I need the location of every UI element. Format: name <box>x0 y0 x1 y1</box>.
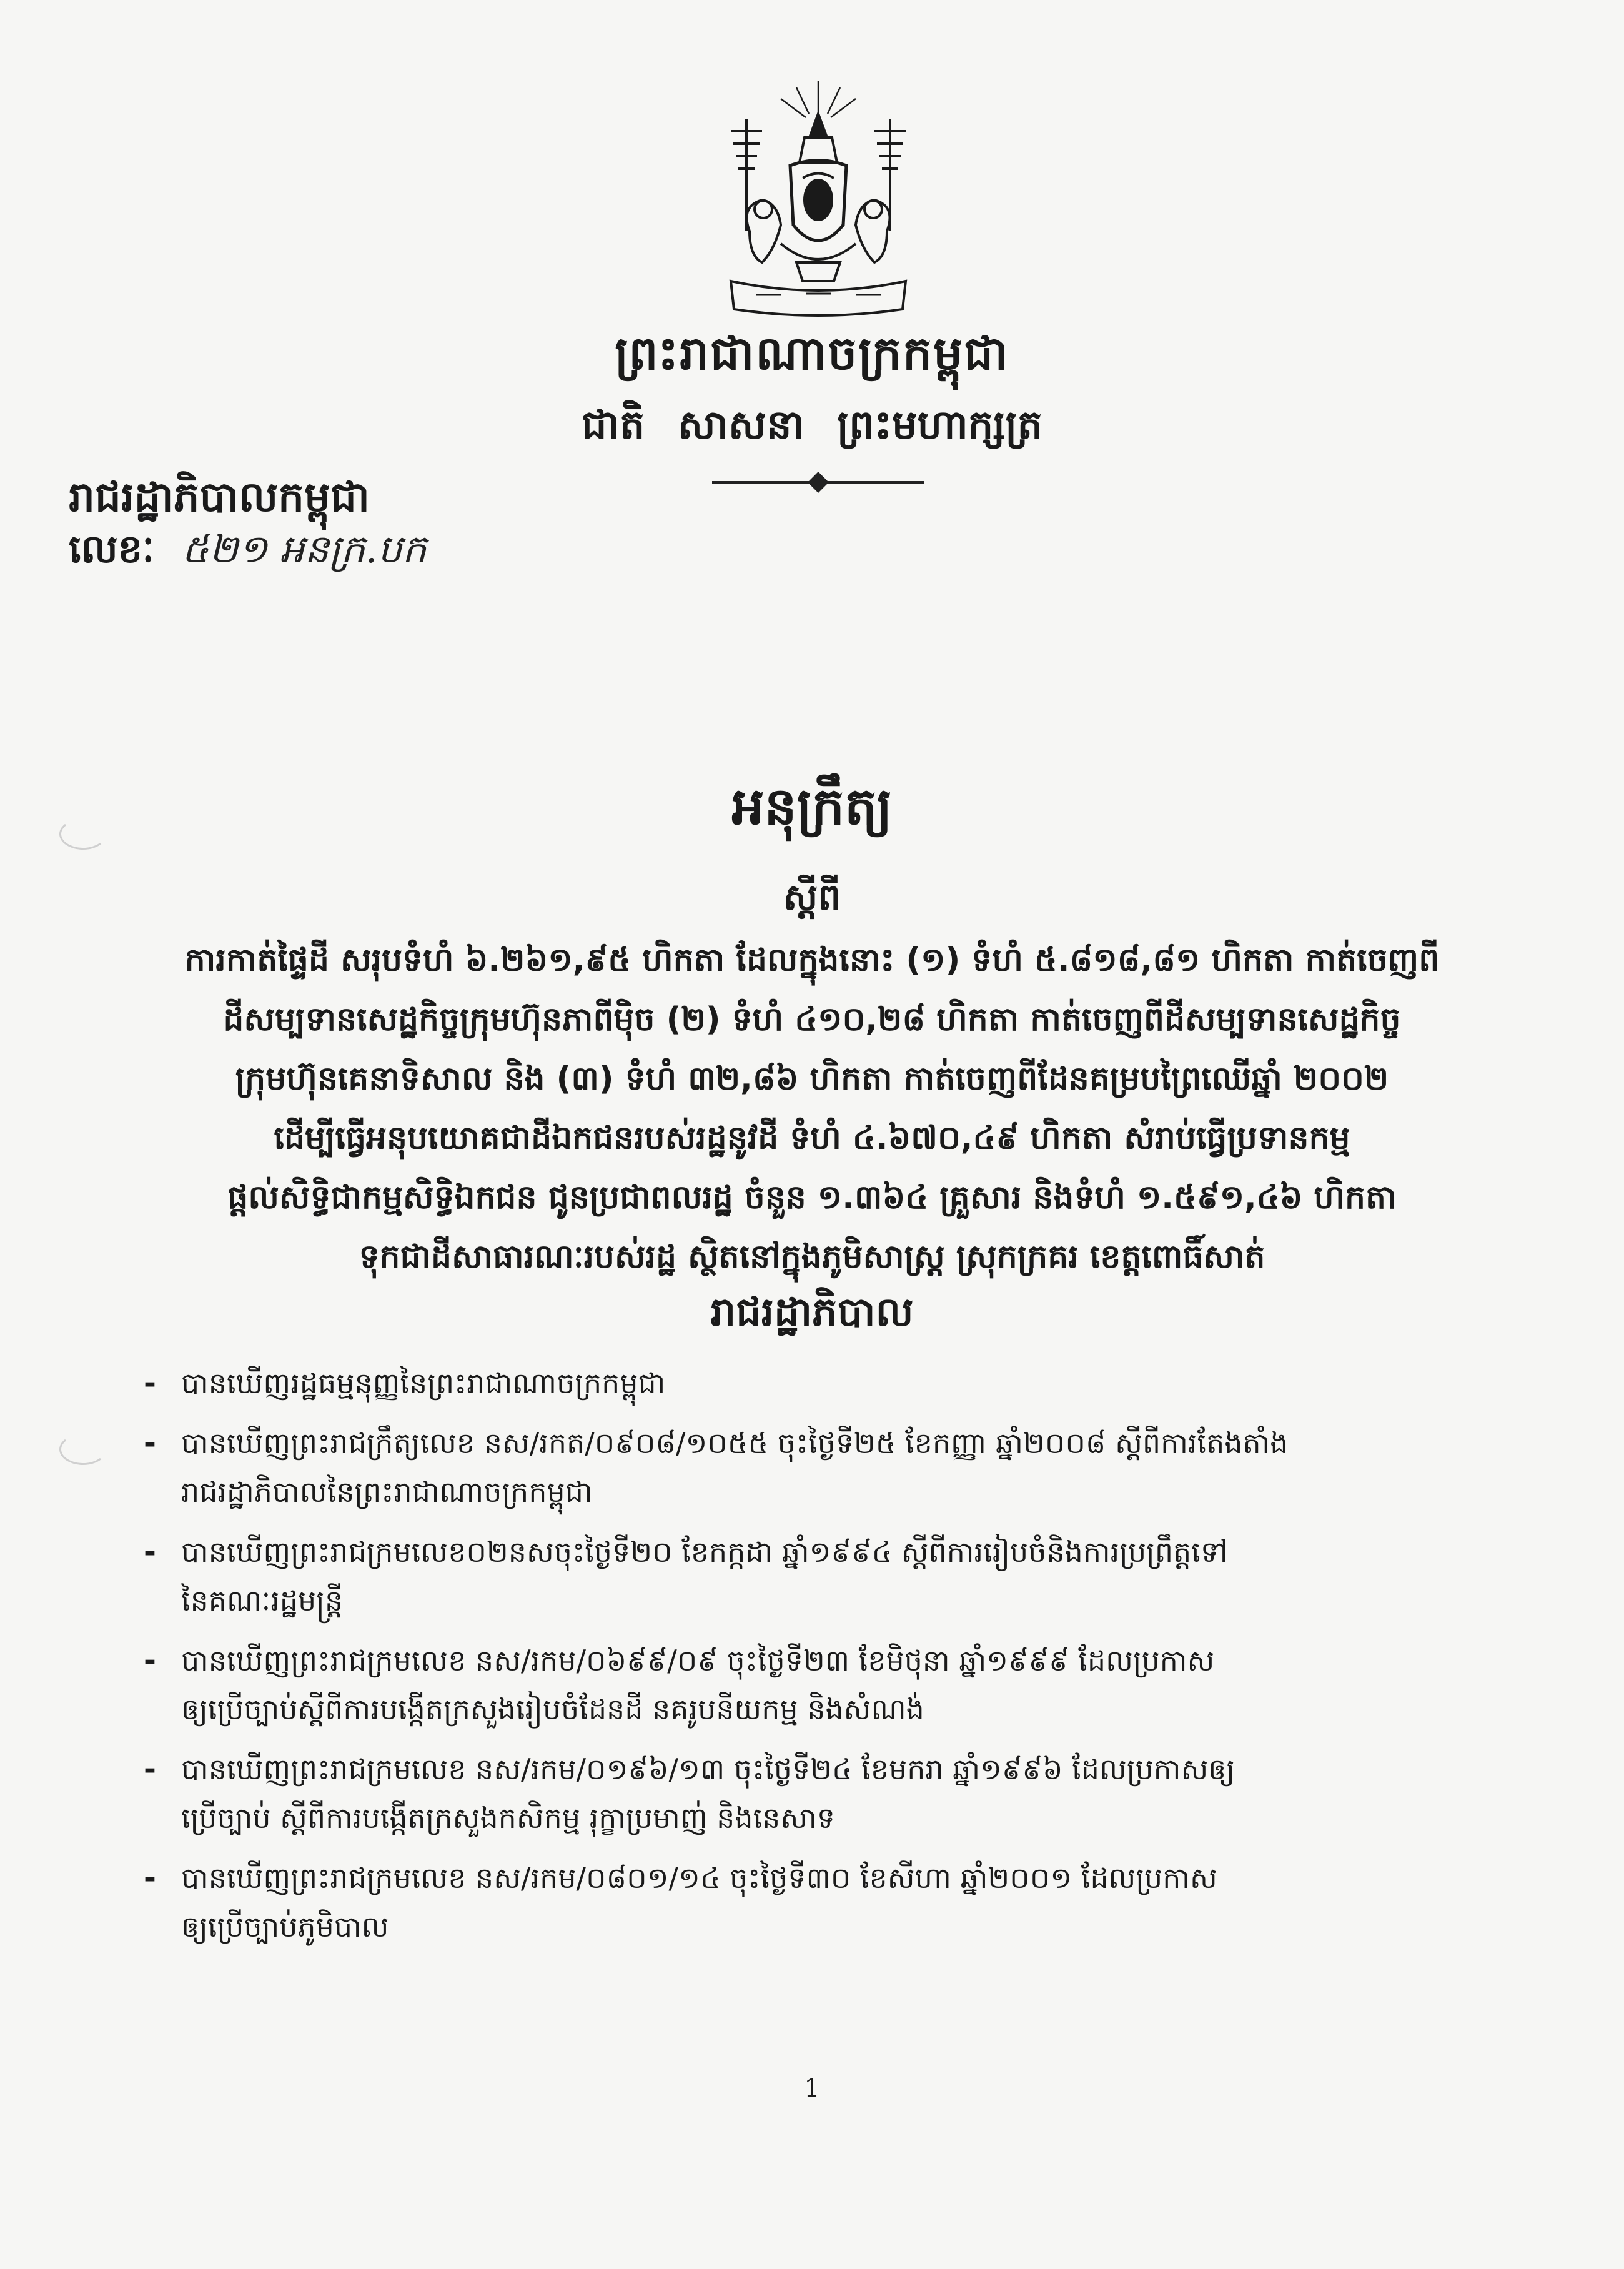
subject-line: ទុកជាដីសាធារណៈរបស់រដ្ឋ ស្ថិតនៅក្នុងភូមិសាស្ត្រ ស្រុកក្រគរ ខេត្តពោធិ៍សាត់ <box>359 1238 1265 1276</box>
kingdom-title: ព្រះរាជាណាចក្រកម្ពុជា <box>615 327 1009 380</box>
reference-label: លេខៈ <box>69 526 154 572</box>
recital-line: ប្រើច្បាប់ ស្តីពីការបង្កើតក្រសួងកសិកម្ម រុក្ខាប្រមាញ់ និងនេសាទ <box>181 1801 835 1835</box>
recital-item <box>144 1527 1518 1625</box>
subject-line: ដើម្បីធ្វើអនុបយោគជាដីឯកជនរបស់រដ្ឋនូវដី ទំហំ ៤.៦៧០,៤៩ ហិកតា សំរាប់ធ្វើប្រទានកម្ម <box>274 1120 1350 1157</box>
punch-hole-mark <box>59 1434 107 1465</box>
list-bullet: - <box>144 1860 156 1895</box>
recital-item <box>144 1359 1518 1408</box>
recital-line: បានឃើញព្រះរាជក្រមលេខ នស/រកម/០៦៩៩/០៩ ចុះថ្ងៃទី២៣ ខែមិថុនា ឆ្នាំ១៩៩៩ ដែលប្រកាស <box>181 1644 1215 1677</box>
handwritten-reference-number: ៥២១ អនក្រ.បក <box>181 526 427 572</box>
list-bullet: - <box>144 1426 156 1461</box>
list-bullet: - <box>144 1752 156 1787</box>
recital-line: នៃគណៈរដ្ឋមន្ត្រី <box>181 1584 344 1617</box>
list-bullet: - <box>144 1643 156 1678</box>
document-type-title: អនុក្រឹត្យ <box>731 777 893 837</box>
subject-line: ក្រុមហ៊ុនគេនាទិសាល និង (៣) ទំហំ ៣២,៨៦ ហិកតា កាត់ចេញពីដែនគម្របព្រៃឈើឆ្នាំ ២០០២ <box>235 1060 1389 1098</box>
recital-item <box>144 1745 1518 1842</box>
recitals-list <box>144 1359 1518 1962</box>
recital-item <box>144 1854 1518 1951</box>
subject-block <box>0 931 1624 1287</box>
subject-line: ផ្តល់សិទ្ធិជាកម្មសិទ្ធិឯកជន ជូនប្រជាពលរដ្ឋ ចំនួន ១.៣៦៤ គ្រួសារ និងទំហំ ១.៥៩១,៤៦ ហិកតា <box>227 1179 1397 1216</box>
reference-number-line <box>69 525 427 582</box>
recital-line: បានឃើញរដ្ឋធម្មនុញ្ញនៃព្រះរាជាណាចក្រកម្ពុជា <box>181 1366 666 1400</box>
recital-line: បានឃើញព្រះរាជក្រមលេខ នស/រកម/០១៩៦/១៣ ចុះថ្ងៃទី២៤ ខែមករា ឆ្នាំ១៩៩៦ ដែលប្រកាសឲ្យ <box>181 1752 1235 1786</box>
recital-line: បានឃើញព្រះរាជក្រមលេខ០២នសចុះថ្ងៃទី២០ ខែកក្កដា ឆ្នាំ១៩៩៤ ស្តីពីការរៀបចំនិងការប្រព្រឹត្តទៅ <box>181 1535 1228 1569</box>
recital-line: ឲ្យប្រើច្បាប់ភូមិបាល <box>181 1910 389 1944</box>
authority-heading: រាជរដ្ឋាភិបាល <box>710 1289 914 1336</box>
issuing-authority: រាជរដ្ឋាភិបាលកម្ពុជា <box>69 473 370 521</box>
list-bullet: - <box>144 1534 156 1569</box>
royal-coat-of-arms-emblem <box>687 75 949 325</box>
subject-line: ដីសម្បទានសេដ្ឋកិច្ចក្រុមហ៊ុនភាពីម៉ិច (២) ទំហំ ៤១០,២៨ ហិកតា កាត់ចេញពីដីសម្បទានសេដ្ឋកិច្ច <box>223 1001 1401 1038</box>
recital-item <box>144 1636 1518 1734</box>
subject-line: ការកាត់ផ្ទៃដី សរុបទំហំ ៦.២៦១,៩៥ ហិកតា ដែលក្នុងនោះ (១) ទំហំ ៥.៨១៨,៨១ ហិកតា កាត់ចេញពី <box>184 941 1440 979</box>
subject-label: ស្តីពី <box>783 876 841 918</box>
recital-line: ឲ្យប្រើច្បាប់ស្តីពីការបង្កើតក្រសួងរៀបចំដែនដី នគរូបនីយកម្ម និងសំណង់ <box>181 1692 924 1726</box>
recital-line: បានឃើញព្រះរាជក្រមលេខ នស/រកម/០៨០១/១៤ ចុះថ្ងៃទី៣០ ខែសីហា ឆ្នាំ២០០១ ដែលប្រកាស <box>181 1861 1217 1895</box>
ornamental-divider <box>712 481 924 484</box>
recital-item <box>144 1419 1518 1516</box>
recital-line: រាជរដ្ឋាភិបាលនៃព្រះរាជាណាចក្រកម្ពុជា <box>181 1475 593 1509</box>
recital-line: បានឃើញព្រះរាជក្រឹត្យលេខ នស/រកត/០៩០៨/១០៥៥ ចុះថ្ងៃទី២៥ ខែកញ្ញា ឆ្នាំ២០០៨ ស្តីពីការតែងតាំង <box>181 1426 1289 1460</box>
page-number: 1 <box>804 2074 820 2103</box>
national-motto: ជាតិ សាសនា ព្រះមហាក្សត្រ <box>581 402 1043 449</box>
list-bullet: - <box>144 1366 156 1401</box>
